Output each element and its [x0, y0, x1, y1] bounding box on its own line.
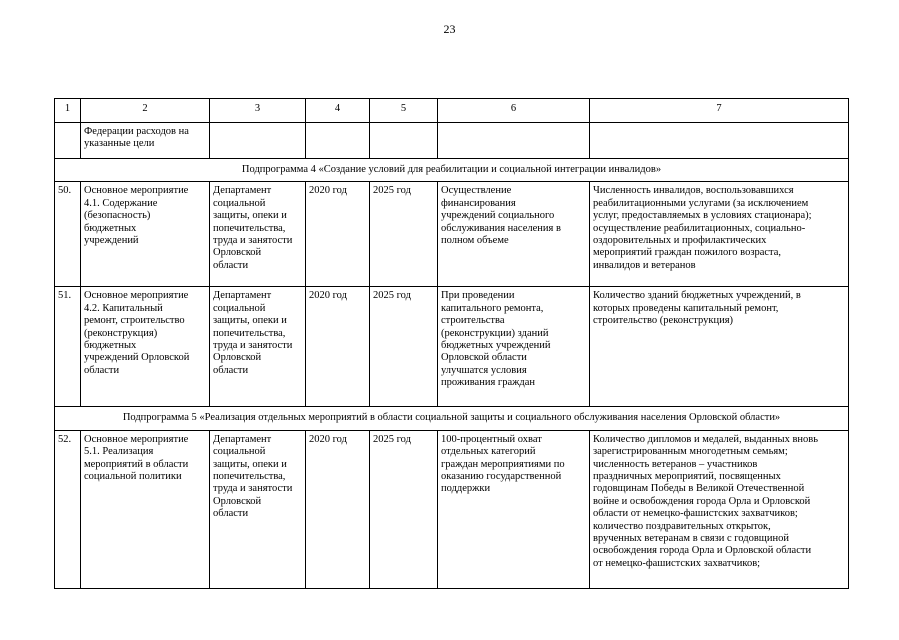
result-text: При проведении капитального ремонта, строительства (реконструкции) зданий бюджетных учреждений Орловской области улучшатся условия проживания граждан	[441, 290, 551, 389]
indicator-text: Количество зданий бюджетных учреждений, в которых проведены капитальный ремонт, строительство (реконструкция)	[593, 290, 801, 327]
measure-text: Основное мероприятие 4.2. Капитальный ремонт, строительство (реконструкция) бюджетных учреждений Орловской области	[84, 290, 190, 376]
cell-indicator	[590, 182, 849, 287]
executor-text: Департамент социальной защиты, опеки и попечительства, труда и занятости Орловской области	[213, 433, 293, 520]
cell-end-year: 2025 год	[370, 430, 438, 588]
measure-text: Основное мероприятие 5.1. Реализация мероприятий в области социальной политики	[84, 433, 189, 483]
cell-result	[438, 430, 590, 588]
cell-measure	[81, 430, 210, 588]
cell-result	[438, 287, 590, 407]
table-row-continuation	[55, 123, 849, 159]
table-row	[55, 430, 849, 588]
table-row	[55, 182, 849, 287]
result-text: 100-процентный охват отдельных категорий граждан мероприятиями по оказанию государственной поддержки	[441, 433, 565, 495]
cell-measure	[81, 182, 210, 287]
header-cell-3: 3	[210, 99, 306, 123]
header-cell-5: 5	[370, 99, 438, 123]
cell-result-empty	[438, 123, 590, 159]
cell-start-year: 2020 год	[306, 287, 370, 407]
header-cell-1: 1	[55, 99, 81, 123]
cell-measure	[81, 123, 210, 159]
cell-number-empty	[55, 123, 81, 159]
executor-text: Департамент социальной защиты, опеки и попечительства, труда и занятости Орловской области	[213, 185, 293, 271]
header-cell-2: 2	[81, 99, 210, 123]
subprogram-5-title: Подпрограмма 5 «Реализация отдельных мероприятий в области социальной защиты и социального обслуживания населения Орловской области»	[55, 407, 849, 430]
measure-text: Основное мероприятие 4.1. Содержание (безопасность) бюджетных учреждений	[84, 185, 189, 247]
cell-indicator-empty	[590, 123, 849, 159]
subprogram-4-title: Подпрограмма 4 «Создание условий для реабилитации и социальной интеграции инвалидов»	[55, 159, 849, 182]
cell-executor-empty	[210, 123, 306, 159]
cell-end-year: 2025 год	[370, 287, 438, 407]
header-cell-6: 6	[438, 99, 590, 123]
cell-start-empty	[306, 123, 370, 159]
result-text: Осуществление финансирования учреждений социального обслуживания населения в полном объеме	[441, 185, 561, 247]
subprogram-row	[55, 159, 849, 182]
row-number: 52.	[55, 430, 81, 588]
cell-measure	[81, 287, 210, 407]
program-measures-table	[54, 98, 849, 589]
row-number: 51.	[55, 287, 81, 407]
indicator-text: Количество дипломов и медалей, выданных вновь зарегистрированным многодетным семьям; численность ветеранов – участников праздничных мероприятий, посвященных годовщинам Победы в Великой Отечественной войне и освобождения города Орла и Орловской области от немецко-фашистских захватчиков; количество поздравительных открыток, врученных ветеранам в связи с годовщиной освобождения города Орла и Орловской области от немецко-фашистских захватчиков;	[593, 433, 819, 569]
page-number: 23	[443, 22, 456, 36]
table-header-row	[55, 99, 849, 123]
cell-start-year: 2020 год	[306, 182, 370, 287]
header-cell-4: 4	[306, 99, 370, 123]
row-number: 50.	[55, 182, 81, 287]
table-row	[55, 287, 849, 407]
cell-indicator	[590, 287, 849, 407]
cell-end-empty	[370, 123, 438, 159]
subprogram-row	[55, 407, 849, 430]
cell-executor	[210, 287, 306, 407]
cell-executor	[210, 430, 306, 588]
cell-result	[438, 182, 590, 287]
indicator-text: Численность инвалидов, воспользовавшихся реабилитационными услугами (за исключением услуг, предоставляемых в условиях стационара); осуществление реабилитационных, социально- оздоровительных и профилактических мероприятий граждан пожилого возраста, инвалидов и ветеранов	[593, 185, 812, 271]
cell-end-year: 2025 год	[370, 182, 438, 287]
executor-text: Департамент социальной защиты, опеки и попечительства, труда и занятости Орловской области	[213, 290, 293, 376]
cell-start-year: 2020 год	[306, 430, 370, 588]
header-cell-7: 7	[590, 99, 849, 123]
cell-executor	[210, 182, 306, 287]
cell-indicator	[590, 430, 849, 588]
measure-text: Федерации расходов на указанные цели	[84, 126, 189, 150]
